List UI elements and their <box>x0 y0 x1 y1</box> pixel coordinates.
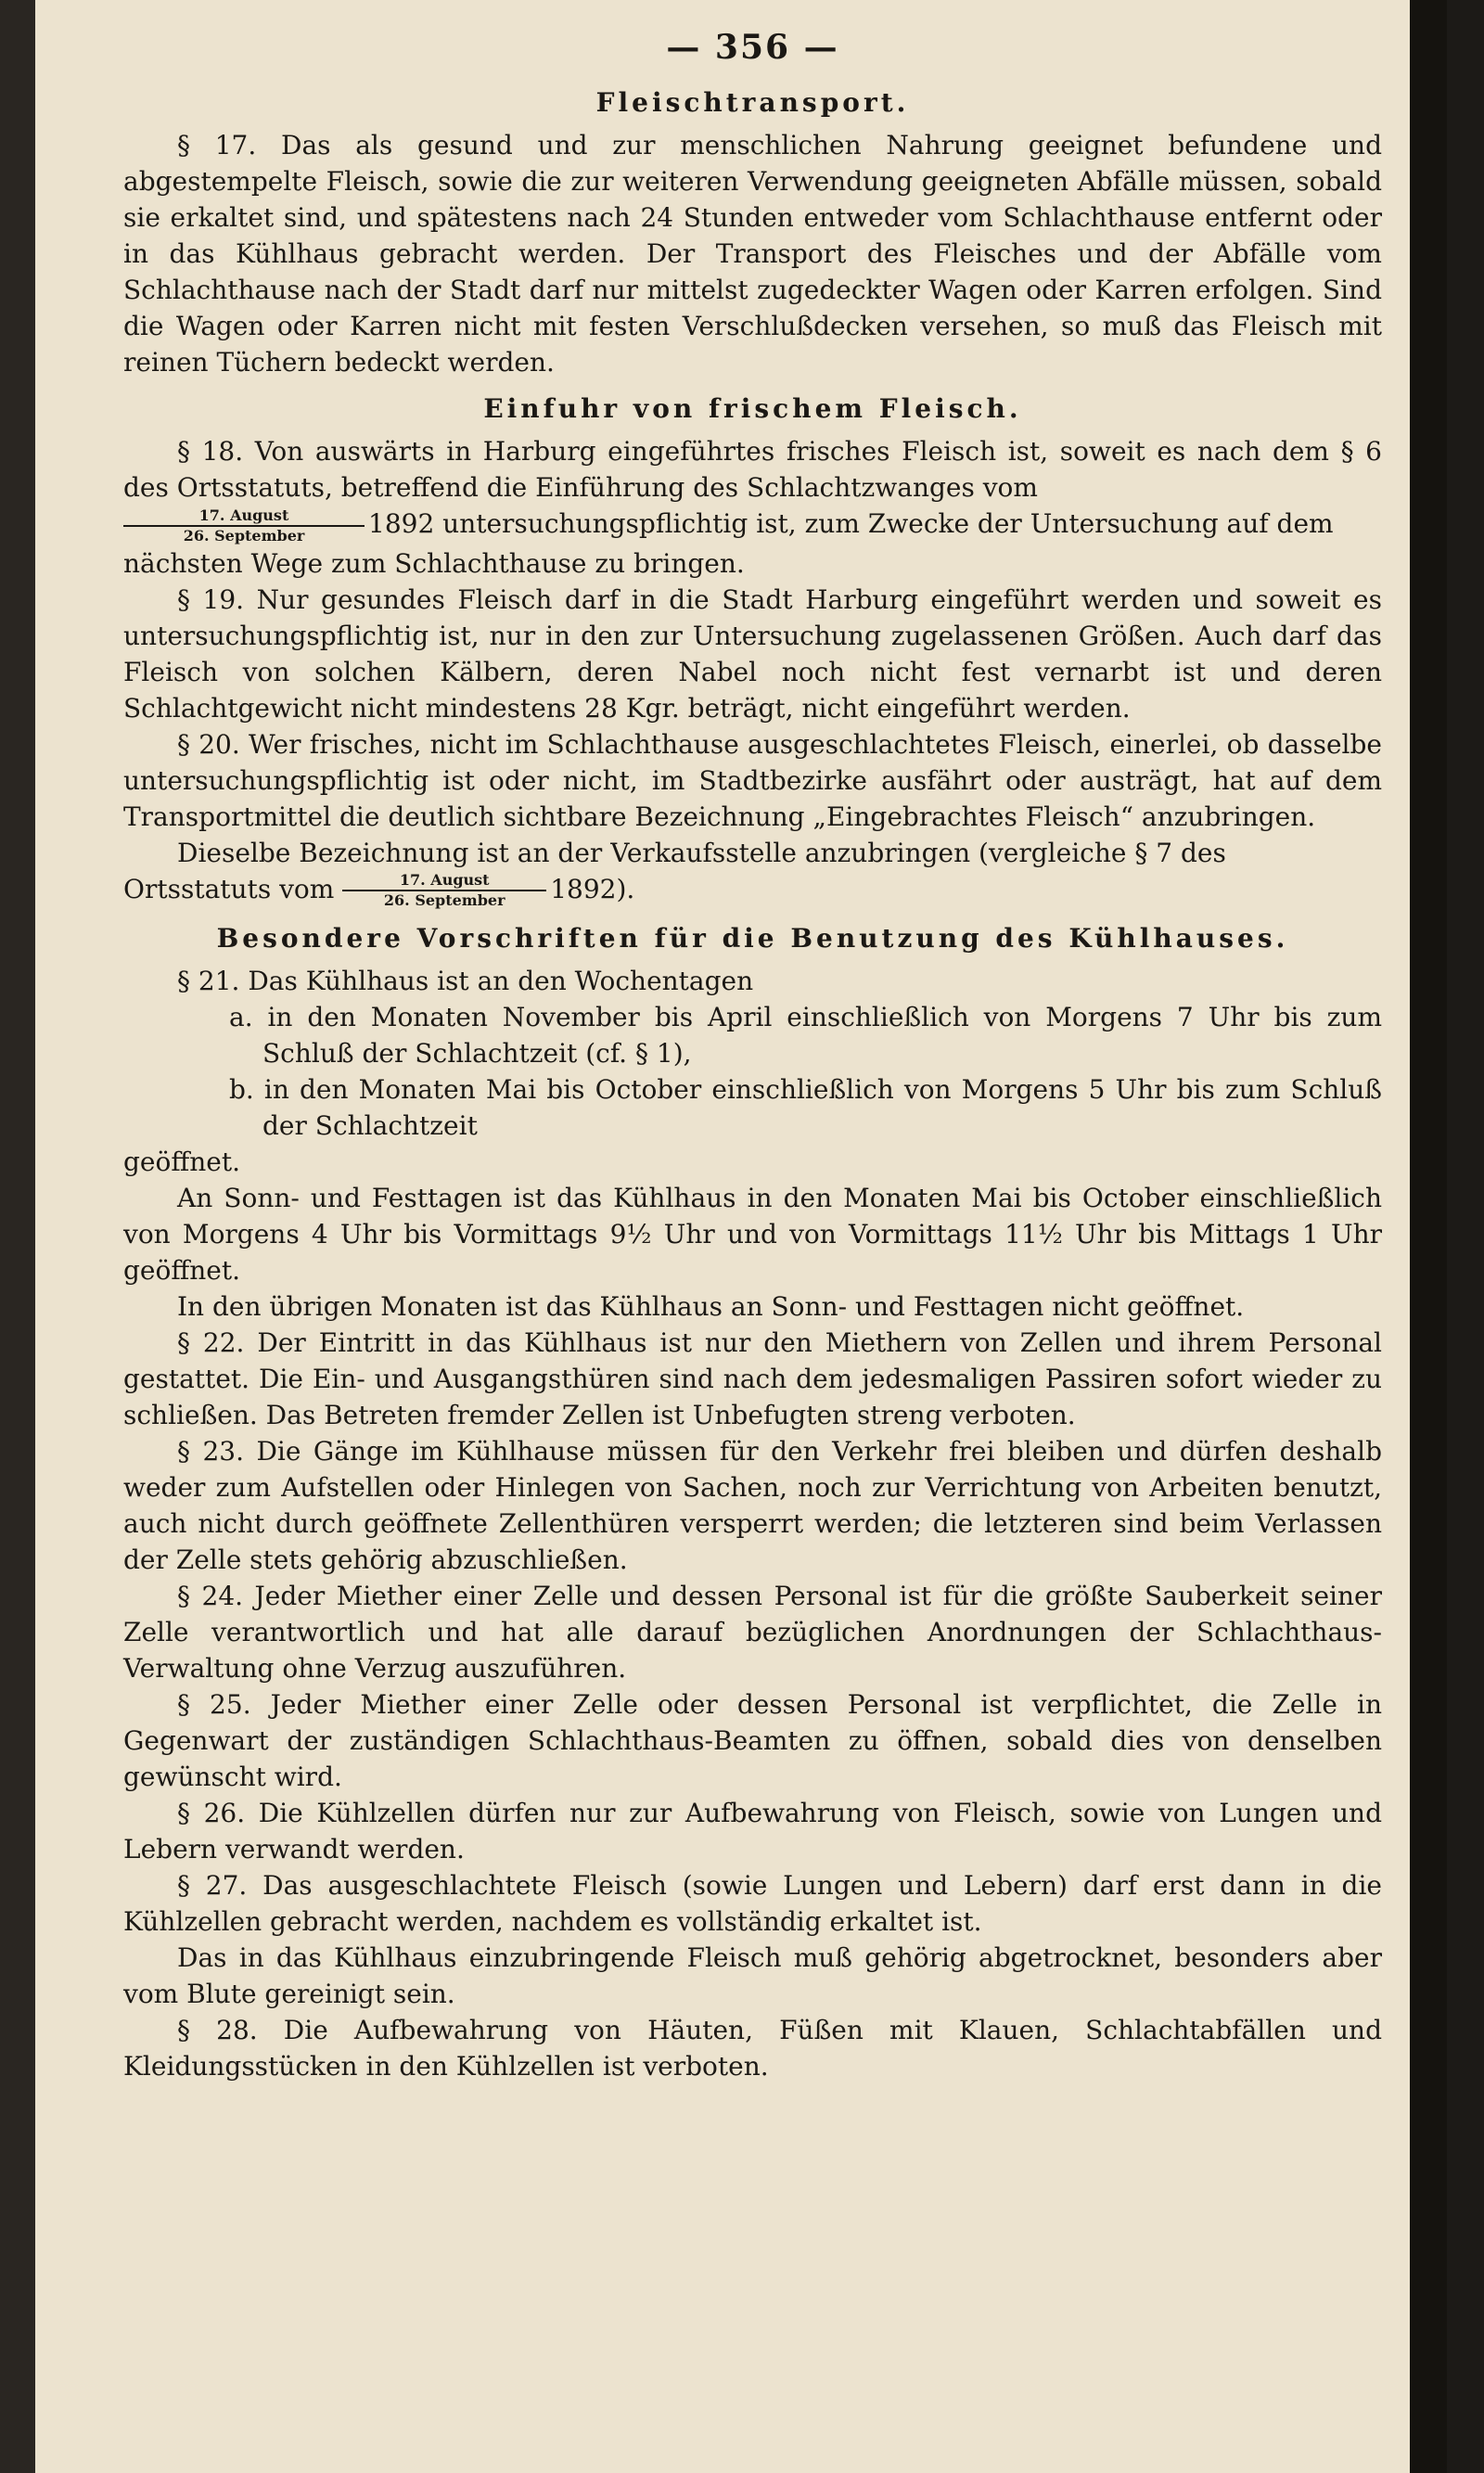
page-number: — 356 — <box>666 28 839 67</box>
list-item-21b: b. in den Monaten Mai bis October einschließlich von Morgens 5 Uhr bis zum Schluß der Schlachtzeit <box>229 1074 1382 1141</box>
book-gutter <box>0 0 35 2473</box>
paragraph-27: § 27. Das ausgeschlachtete Fleisch (sowie Lungen und Lebern) darf erst dann in die Kühlzellen gebracht werden, nachdem es vollständig erkaltet ist. <box>123 1870 1382 1937</box>
fraction-denominator: 26. September <box>183 526 305 545</box>
paragraph-20c <box>123 871 1382 911</box>
paragraph-23: § 23. Die Gänge im Kühlhause müssen für den Verkehr frei bleiben und dürfen deshalb weder zum Aufstellen oder Hinlegen von Sachen, noch zur Verrichtung von Arbeiten benutzt, auch nicht durch geöffnete Zellenthüren versperrt werden; die letzteren sind beim Verlassen der Zelle stets gehörig abzuschließen. <box>123 1436 1382 1575</box>
paragraph-27b: Das in das Kühlhaus einzubringende Fleisch muß gehörig abgetrocknet, besonders aber vom Blute gereinigt sein. <box>123 1942 1382 2009</box>
list-item-21a: a. in den Monaten November bis April einschließlich von Morgens 7 Uhr bis zum Schluß der Schlachtzeit (cf. § 1), <box>229 1002 1382 1069</box>
heading-fleischtransport: Fleischtransport. <box>595 87 910 118</box>
paragraph-26: § 26. Die Kühlzellen dürfen nur zur Aufbewahrung von Fleisch, sowie von Lungen und Lebern verwandt werden. <box>123 1798 1382 1864</box>
paragraph-21-intro: § 21. Das Kühlhaus ist an den Wochentagen <box>177 966 754 996</box>
paragraph-21-uebrige: In den übrigen Monaten ist das Kühlhaus an Sonn- und Festtagen nicht geöffnet. <box>177 1291 1245 1322</box>
paragraph-19: § 19. Nur gesundes Fleisch darf in die Stadt Harburg eingeführt werden und soweit es untersuchungspflichtig ist, nur in den zur Untersuchung zugelassenen Größen. Auch darf das Fleisch von solchen Kälbern, deren Nabel noch nicht fest vernarbt ist und deren Schlachtgewicht nicht mindestens 28 Kgr. beträgt, nicht eingeführt werden. <box>123 583 1382 724</box>
date-fraction <box>123 506 365 545</box>
date-fraction <box>342 871 546 910</box>
document-page <box>35 0 1447 2473</box>
paragraph-20c-tail: 1892). <box>550 873 635 904</box>
paragraph-28: § 28. Die Aufbewahrung von Häuten, Füßen mit Klauen, Schlachtabfällen und Kleidungsstücken in den Kühlzellen ist verboten. <box>123 2015 1382 2082</box>
paragraph-24: § 24. Jeder Miether einer Zelle und dessen Personal ist für die größte Sauberkeit seiner Zelle verantwortlich und hat alle darauf bezüglichen Anordnungen der Schlachthaus-Verwaltung ohne Verzug auszuführen. <box>123 1581 1382 1684</box>
fraction-numerator: 17. August <box>123 506 365 527</box>
paragraph-22: § 22. Der Eintritt in das Kühlhaus ist nur den Miethern von Zellen und ihrem Personal gestattet. Die Ein- und Ausgangsthüren sind nach dem jedesmaligen Passiren sofort wieder zu schließen. Das Betreten fremder Zellen ist Unbefugten streng verboten. <box>123 1327 1382 1430</box>
heading-einfuhr: Einfuhr von frischem Fleisch. <box>483 393 1022 424</box>
page-edge-shadow <box>1410 0 1447 2473</box>
paragraph-17: § 17. Das als gesund und zur menschlichen Nahrung geeignet befundene und abgestempelte Fleisch, sowie die zur weiteren Verwendung geeigneten Abfälle müssen, sobald sie erkaltet sind, und spätestens nach 24 Stunden entweder vom Schlachthause entfernt oder in das Kühlhaus gebracht werden. Der Transport des Fleisches und der Abfälle vom Schlachthause nach der Stadt darf nur mittelst zugedeckter Wagen oder Karren erfolgen. Sind die Wagen oder Karren nicht mit festen Verschlußdecken versehen, so muß das Fleisch mit reinen Tüchern bedeckt werden. <box>123 130 1382 378</box>
paragraph-21-end: geöffnet. <box>123 1147 240 1177</box>
paragraph-18b <box>123 506 1382 582</box>
paragraph-18a: § 18. Von auswärts in Harburg eingeführtes frisches Fleisch ist, soweit es nach dem § 6 des Ortsstatuts, betreffend die Einführung des Schlachtzwanges vom <box>123 436 1382 503</box>
paragraph-25: § 25. Jeder Miether einer Zelle oder dessen Personal ist verpflichtet, die Zelle in Gegenwart der zuständigen Schlachthaus-Beamten zu öffnen, sobald dies von denselben gewünscht wird. <box>123 1689 1382 1792</box>
paragraph-20: § 20. Wer frisches, nicht im Schlachthause ausgeschlachtetes Fleisch, einerlei, ob dasselbe untersuchungspflichtig ist oder nicht, im Stadtbezirke ausfährt oder austrägt, hat auf dem Transportmittel die deutlich sichtbare Bezeichnung „Eingebrachtes Fleisch“ anzubringen. <box>123 728 1382 832</box>
paragraph-21-sonntag: An Sonn- und Festtagen ist das Kühlhaus in den Monaten Mai bis October einschließlich von Morgens 4 Uhr bis Vormittags 9½ Uhr und von Vormittags 11½ Uhr bis Mittags 1 Uhr geöffnet. <box>123 1183 1382 1286</box>
paragraph-20b: Dieselbe Bezeichnung ist an der Verkaufsstelle anzubringen (vergleiche § 7 des <box>177 837 1226 868</box>
paragraph-20c-lead: Ortsstatuts vom <box>123 873 335 904</box>
fraction-numerator: 17. August <box>342 871 546 891</box>
paragraph-18b-text: 1892 untersuchungspflichtig ist, zum Zwecke der Untersuchung auf dem nächsten Wege zum Schlachthause zu bringen. <box>123 508 1334 579</box>
fraction-denominator: 26. September <box>383 891 505 909</box>
heading-kuehlhaus: Besondere Vorschriften für die Benutzung des Kühlhauses. <box>216 923 1289 954</box>
